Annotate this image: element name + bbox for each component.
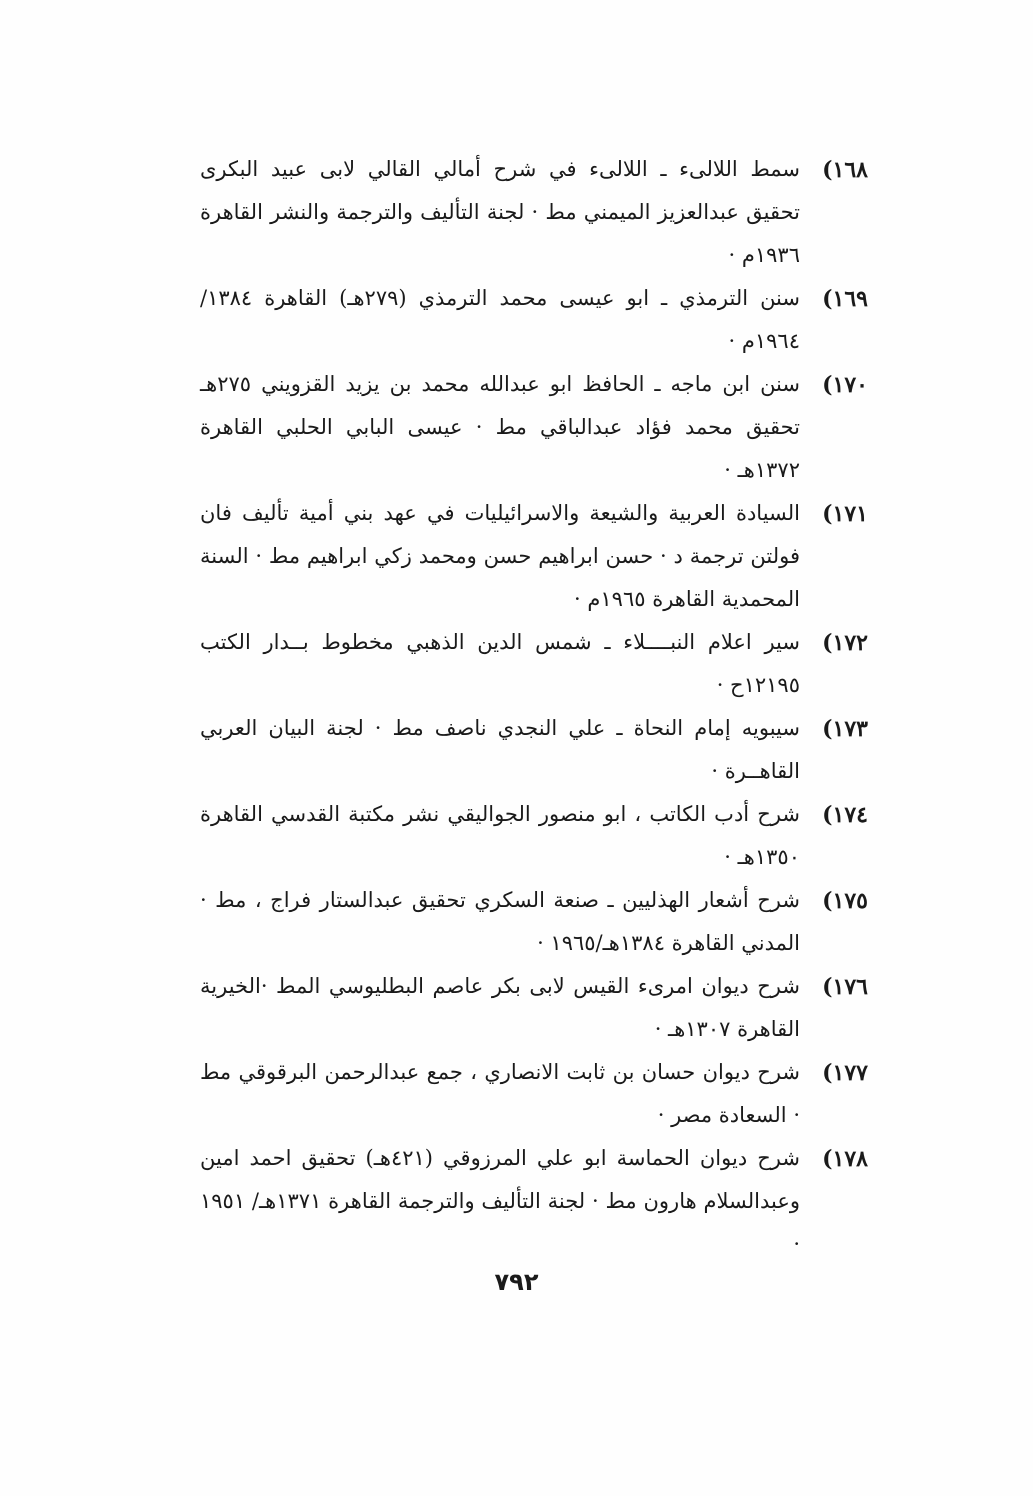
bibliography-entry (200, 707, 868, 793)
entry-text: سنن الترمذي ـ ابو عيسى محمد الترمذي (٢٧٩هـ) القاهرة ١٣٨٤/ ١٩٦٤م · (200, 286, 800, 353)
bibliography-list (200, 148, 868, 1266)
entry-number: ١٧٨) (822, 1146, 868, 1172)
bibliography-entry (200, 1051, 868, 1137)
entry-text: سير اعلام النبــــلاء ـ شمس الدين الذهبي مخطوط بــدار الكتب ١٢١٩٥ح · (200, 630, 800, 697)
entry-number: ١٧٥) (822, 888, 868, 914)
entry-number: ١٧٤) (822, 802, 868, 828)
page-number: ٧٩٢ (494, 1268, 539, 1296)
bibliography-entry (200, 793, 868, 879)
bibliography-entry (200, 965, 868, 1051)
bibliography-entry (200, 879, 868, 965)
entry-number: ١٦٨) (822, 157, 868, 183)
entry-number: ١٧٢) (822, 630, 868, 656)
entry-text: السيادة العربية والشيعة والاسرائيليات في عهد بني أمية تأليف فان فولتن ترجمة د · حسن ابراهيم حسن ومحمد زكي ابراهيم مط · السنة المحمدية القاهرة ١٩٦٥م · (200, 501, 800, 611)
bibliography-entry (200, 492, 868, 621)
bibliography-entry (200, 363, 868, 492)
entry-number: ١٧٣) (822, 716, 868, 742)
entry-number: ١٧٧) (822, 1060, 868, 1086)
entry-text: شرح أدب الكاتب ، ابو منصور الجواليقي نشر مكتبة القدسي القاهرة ١٣٥٠هـ · (200, 802, 800, 869)
entry-text: شرح ديوان الحماسة ابو علي المرزوقي (٤٢١هـ) تحقيق احمد امين وعبدالسلام هارون مط · لجنة التأليف والترجمة القاهرة ١٣٧١هـ/ ١٩٥١ · (200, 1146, 800, 1256)
entry-text: شرح أشعار الهذليين ـ صنعة السكري تحقيق عبدالستار فراج ، مط · المدني القاهرة ١٣٨٤هـ/١٩٦٥ · (200, 888, 800, 955)
bibliography-entry (200, 148, 868, 277)
entry-text: شرح ديوان حسان بن ثابت الانصاري ، جمع عبدالرحمن البرقوقي مط · السعادة مصر · (200, 1060, 800, 1127)
entry-number: ١٧٠) (822, 372, 868, 398)
entry-number: ١٦٩) (822, 286, 868, 312)
entry-text: شرح ديوان امرىء القيس لابی بكر عاصم البطليوسي المط ·الخيرية القاهرة ١٣٠٧هـ · (200, 974, 800, 1041)
bibliography-entry (200, 621, 868, 707)
bibliography-entry (200, 277, 868, 363)
bibliography-entry (200, 1137, 868, 1266)
entry-number: ١٧١) (822, 501, 868, 527)
entry-text: سيبويه إمام النحاة ـ علي النجدي ناصف مط · لجنة البيان العربي القاهــرة · (200, 716, 800, 783)
entry-number: ١٧٦) (822, 974, 868, 1000)
entry-text: سنن ابن ماجه ـ الحافظ ابو عبدالله محمد بن يزيد القزويني ٢٧٥هـ تحقيق محمد فؤاد عبدالباقي مط · عيسى البابي الحلبي القاهرة ١٣٧٢هـ · (200, 372, 800, 482)
entry-text: سمط اللالیء ـ اللالیء في شرح أمالي القالي لابی عبيد البكری تحقيق عبدالعزيز الميمني مط · لجنة التأليف والترجمة والنشر القاهرة ١٩٣٦م · (200, 157, 800, 267)
